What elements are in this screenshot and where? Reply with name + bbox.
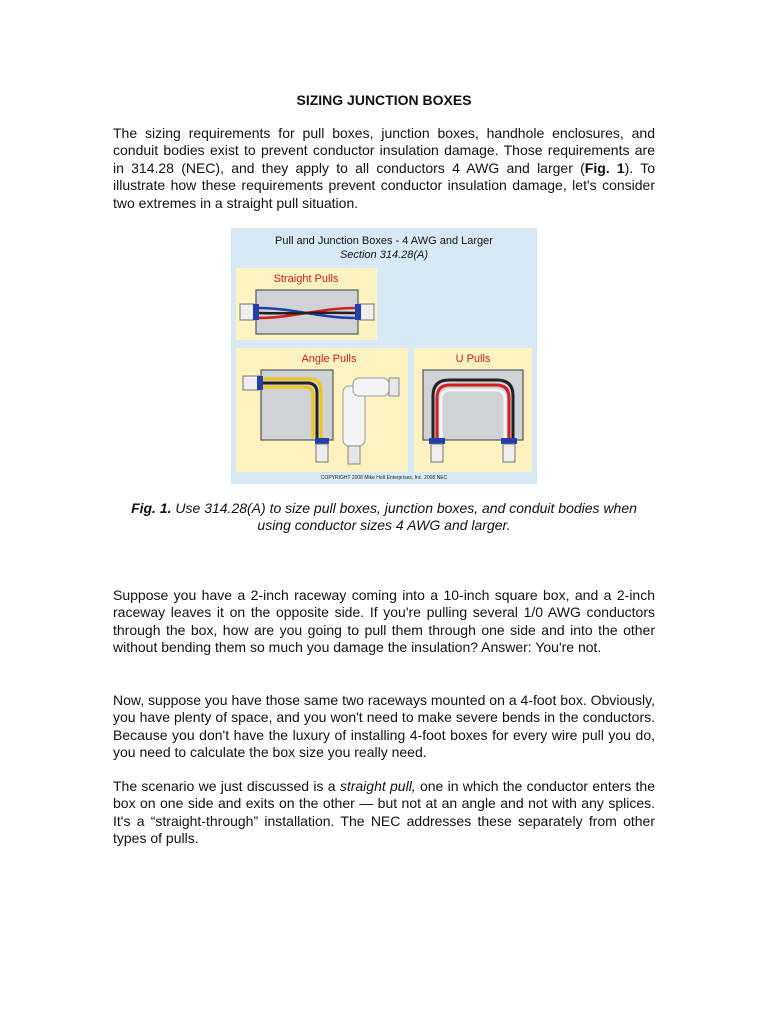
figure-title: Pull and Junction Boxes - 4 AWG and Larger [275, 235, 493, 247]
page-title: SIZING JUNCTION BOXES [296, 92, 472, 108]
paragraph-3: Now, suppose you have those same two raceways mounted on a 4-foot box. Obviously, you have plenty of space, and you won't need to make severe bends in the conductors. Because you don't have the luxury of installing 4-foot boxes for every wire pull you do, you need to calculate the box size you really need. [113, 692, 655, 761]
para4-emphasis: straight pull, [339, 778, 416, 794]
angle-left-fitting [243, 376, 259, 390]
u-right-fitting [503, 444, 515, 462]
angle-bottom-bushing [315, 438, 329, 444]
u-left-fitting [431, 444, 443, 462]
straight-right-bushing [355, 304, 361, 320]
caption-text: Use 314.28(A) to size pull boxes, junction boxes, and conduit bodies when using conductor sizes 4 AWG and larger. [171, 500, 637, 534]
figure-subtitle: Section 314.28(A) [339, 249, 429, 261]
u-left-bushing [429, 438, 445, 444]
conduit-body-bottom-fitting [348, 446, 360, 464]
intro-text-1: The sizing requirements for pull boxes, junction boxes, handhole enclosures, and conduit bodies exist to prevent conductor insulation damage. Those requirements are in 314.28 (NEC), and they apply to all conductors 4 AWG and larger ( [113, 125, 655, 176]
intro-paragraph [113, 125, 655, 212]
conduit-body-right-fitting [389, 378, 399, 396]
figure-1 [231, 228, 537, 484]
straight-wire-black [259, 313, 355, 314]
caption-label: Fig. 1. [131, 500, 172, 516]
straight-right-fitting [360, 304, 374, 320]
u-pulls-label: U Pulls [455, 353, 491, 365]
paragraph-4 [113, 778, 655, 848]
straight-pulls-label: Straight Pulls [273, 273, 339, 285]
u-right-bushing [501, 438, 517, 444]
conduit-body-top [353, 378, 389, 396]
figure-caption [113, 500, 655, 535]
angle-left-bushing [257, 376, 263, 390]
paragraph-2: Suppose you have a 2-inch raceway coming into a 10-inch square box, and a 2-inch raceway leaves it on the opposite side. If you're pulling several 1/0 AWG conductors through the box, how are you going to pull them through one side and into the other without bending them so much you damage the insulation? Answer: You're not. [113, 587, 655, 656]
figure-copyright: COPYRIGHT 2008 Mike Holt Enterprises, Inc. 2008 NEC [320, 475, 448, 481]
straight-left-fitting [240, 304, 254, 320]
para4-text-2: one in which the conductor enters the box on one side and exits on the other — but not at an angle and not with any splices. It's a “straight-through” installation. The NEC addresses these separately from other types of pulls. [113, 778, 656, 847]
intro-text-2: ). To illustrate how these requirements prevent conductor insulation damage, let's consider two extremes in a straight pull situation. [113, 159, 655, 211]
angle-bottom-fitting [316, 444, 328, 462]
straight-left-bushing [253, 304, 259, 320]
angle-pulls-label: Angle Pulls [301, 353, 357, 365]
para4-text-1: The scenario we just discussed is a [113, 778, 340, 794]
fig-reference: Fig. 1 [584, 159, 625, 176]
